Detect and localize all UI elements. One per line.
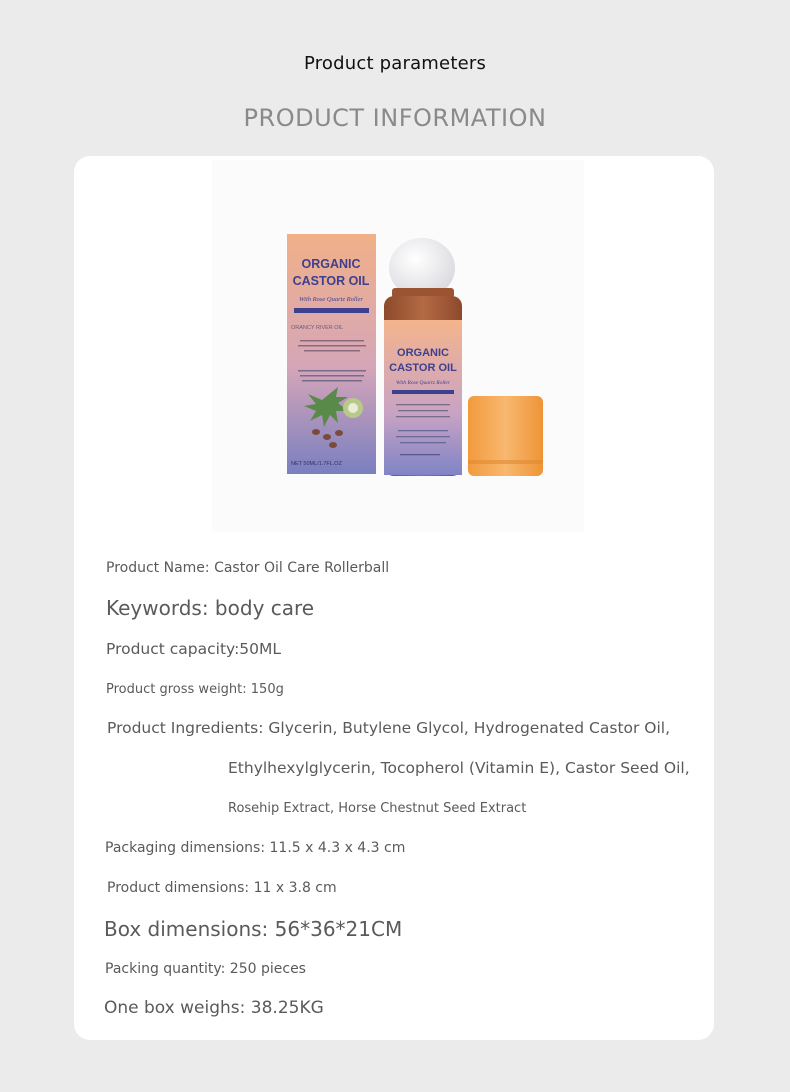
product-bottle	[384, 238, 462, 476]
product-capacity: Product capacity:50ML	[106, 640, 282, 658]
product-keywords: Keywords: body care	[106, 596, 315, 620]
bottle-brand-line2: CASTOR OIL	[389, 362, 457, 374]
product-box	[287, 234, 376, 474]
product-photo	[212, 160, 584, 532]
product-gross-weight: Product gross weight: 150g	[106, 682, 284, 697]
product-name: Product Name: Castor Oil Care Rollerball	[106, 560, 390, 576]
box-brand-line1: ORGANIC	[301, 257, 361, 271]
box-dimensions: Box dimensions: 56*36*21CM	[104, 917, 403, 941]
product-dimensions: Product dimensions: 11 x 3.8 cm	[107, 880, 337, 896]
bottle-brand-line1: ORGANIC	[397, 347, 449, 359]
bottle-tagline: With Rose Quartz Roller	[396, 380, 450, 386]
box-weight: One box weighs: 38.25KG	[104, 998, 324, 1018]
packaging-dimensions: Packaging dimensions: 11.5 x 4.3 x 4.3 cm	[105, 840, 406, 856]
box-net-volume: NET 50ML/1.7FL.OZ	[291, 461, 342, 467]
product-ingredients-line1: Product Ingredients: Glycerin, Butylene Glycol, Hydrogenated Castor Oil,	[107, 719, 671, 737]
product-ingredients-line2: Ethylhexylglycerin, Tocopherol (Vitamin E), Castor Seed Oil,	[228, 759, 690, 777]
bottle-cap	[468, 396, 543, 476]
box-maker: ORANCY RIVER OIL	[291, 325, 344, 331]
page-title: Product parameters	[303, 53, 487, 74]
product-illustration	[212, 160, 584, 532]
packing-quantity: Packing quantity: 250 pieces	[105, 961, 306, 977]
box-tagline: With Rose Quartz Roller	[299, 296, 363, 303]
box-brand-line2: CASTOR OIL	[292, 274, 370, 288]
product-ingredients-line3: Rosehip Extract, Horse Chestnut Seed Extract	[228, 801, 527, 816]
page-subtitle: PRODUCT INFORMATION	[243, 104, 547, 132]
